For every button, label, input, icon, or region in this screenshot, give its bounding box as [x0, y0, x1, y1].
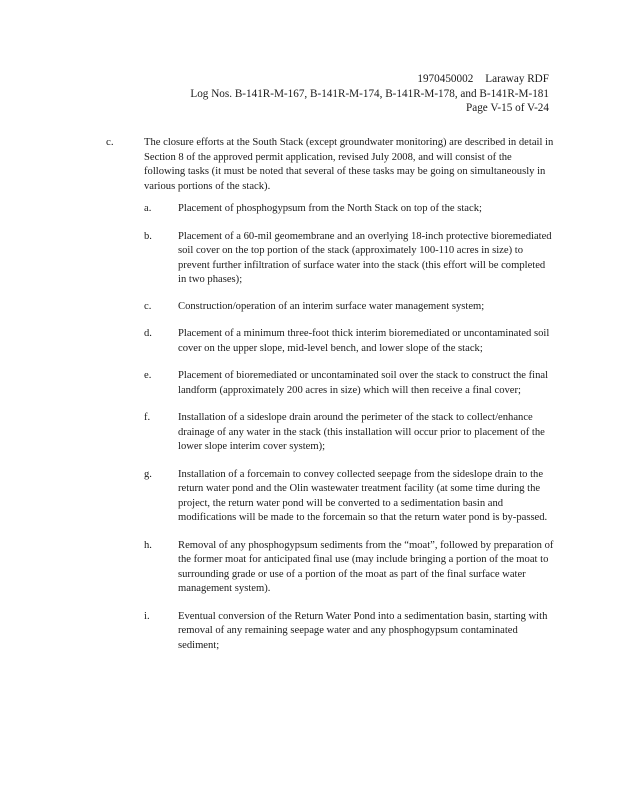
page-reference: Page V-15 of V-24	[466, 102, 549, 115]
task-text: Installation of a forcemain to convey collected seepage from the sideslope drain to the return water pond and the Olin wastewater treatment facility (at some time during the project, the return water pond will be converted to a sedimentation basin and modifications will be made to the forcemain so that the return water pond is by-passed.	[178, 468, 548, 523]
task-text: Placement of a 60-mil geomembrane and an overlying 18-inch protective bioremediated soil cover on the top portion of the stack (approximately 100-110 acres in size) to prevent further infiltration of surface water into the stack (this effort will be completed in two phases);	[178, 230, 552, 285]
task-text: Placement of bioremediated or uncontaminated soil over the stack to construct the final landform (approximately 200 acres in size) which will then receive a final cover;	[178, 370, 549, 396]
doc-number: 1970450002	[417, 73, 474, 85]
task-letter: i.	[144, 610, 150, 622]
task-item-d	[144, 327, 554, 356]
task-letter: d.	[144, 328, 152, 339]
task-text: Construction/operation of an interim surface water management system;	[178, 300, 485, 312]
task-letter: b.	[144, 230, 152, 242]
task-item-f	[144, 411, 554, 455]
section-intro: The closure efforts at the South Stack (except groundwater monitoring) are described in detail in Section 8 of the approved permit application, revised July 2008, and will consist of the following tasks (it must be noted that several of these tasks may be going on simultaneously in various portions of the stack).	[144, 137, 554, 192]
task-text: Eventual conversion of the Return Water Pond into a sedimentation basin, starting with removal of any remaining seepage water and any phosphogypsum contaminated sediment;	[178, 610, 548, 651]
task-item-a	[144, 202, 554, 217]
task-text: Removal of any phosphogypsum sediments from the “moat”, followed by preparation of the former moat for anticipated final use (may include bringing a portion of the moat to surrounding grade or use of a portion of the moat as part of the final surface water management system).	[178, 539, 554, 594]
task-item-h	[144, 539, 554, 597]
task-text: Installation of a sideslope drain around the perimeter of the stack to collect/enhance drainage of any water in the stack (this installation will occur prior to placement of the lower slope interim cover system);	[178, 412, 545, 452]
task-item-e	[144, 369, 554, 398]
task-text: Placement of phosphogypsum from the North Stack on top of the stack;	[178, 203, 482, 214]
facility-name: Laraway RDF	[485, 73, 549, 85]
task-item-g	[144, 468, 554, 526]
task-letter: a.	[144, 203, 152, 214]
header-id-line	[190, 72, 549, 87]
task-item-i	[144, 610, 554, 654]
page-header	[190, 72, 549, 116]
task-letter: c.	[144, 300, 152, 312]
task-letter: g.	[144, 468, 152, 480]
log-numbers: Log Nos. B-141R-M-167, B-141R-M-174, B-141R-M-178, and B-141R-M-181	[190, 87, 549, 100]
task-text: Placement of a minimum three-foot thick interim bioremediated or uncontaminated soil cover on the upper slope, mid-level bench, and lower slope of the stack;	[178, 328, 550, 354]
section-marker: c.	[106, 136, 114, 148]
task-letter: h.	[144, 539, 152, 551]
task-list	[144, 202, 554, 653]
task-item-b	[144, 230, 554, 288]
task-letter: e.	[144, 370, 152, 381]
task-item-c	[144, 300, 554, 315]
task-letter: f.	[144, 412, 151, 423]
